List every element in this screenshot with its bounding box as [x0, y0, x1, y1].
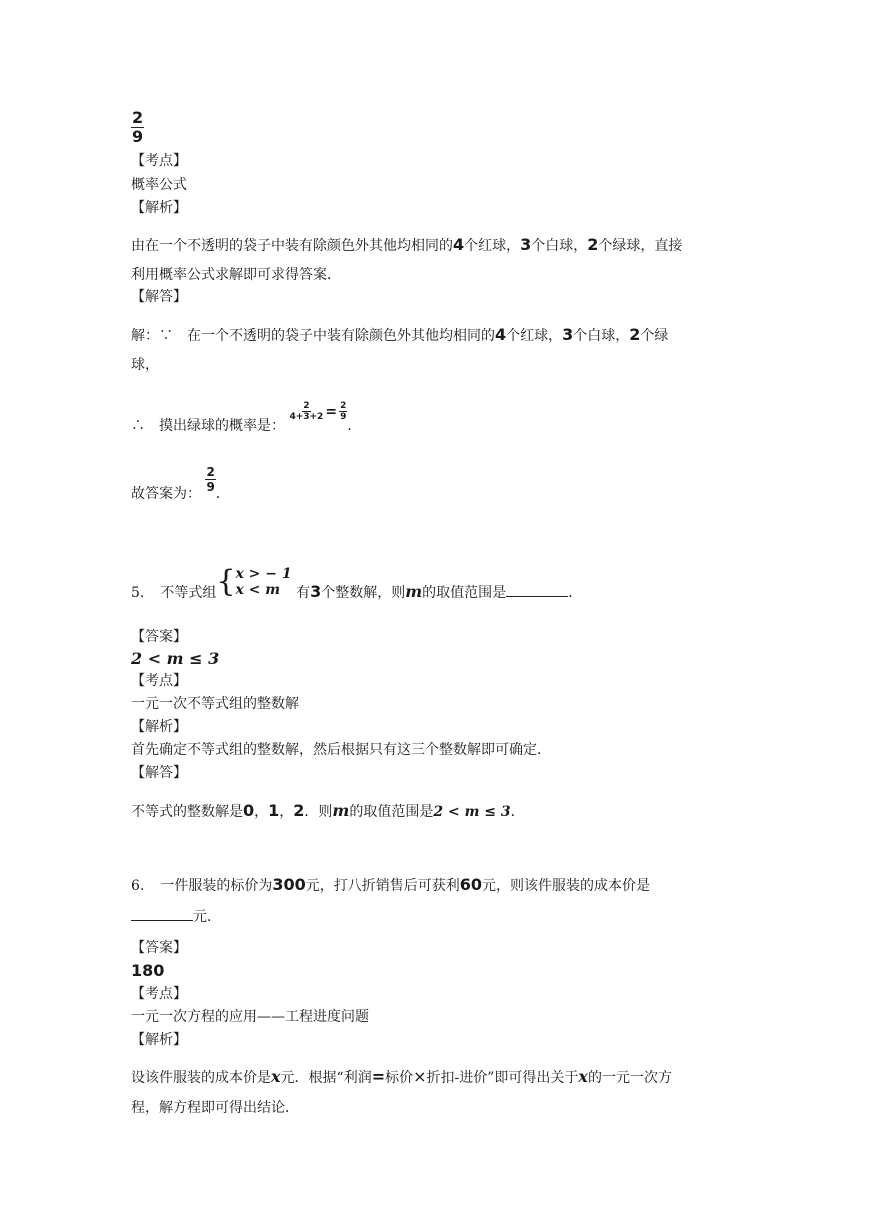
text: 不等式组: [160, 585, 217, 601]
text: 元，则该件服装的成本价是: [482, 878, 651, 894]
inequality-row: x < m: [235, 582, 281, 598]
times-sign: ×: [413, 1067, 427, 1086]
variable: m: [332, 801, 350, 820]
fraction-denominator: 9: [340, 412, 347, 422]
q6-answer-label: 【答案】: [131, 940, 187, 956]
equals-sign: =: [325, 404, 338, 420]
text: ，: [254, 804, 269, 820]
answer-blank: [131, 908, 193, 921]
q4-jieda-line1: [131, 326, 668, 345]
question-number: 6.: [131, 878, 145, 894]
number: 4: [453, 235, 465, 254]
text: 个白球，: [531, 238, 588, 254]
text: 个绿球，直接: [598, 238, 683, 254]
fraction-denominator: 9: [132, 127, 144, 146]
number: 300: [272, 875, 306, 894]
q4-jiexi-line1: [131, 236, 682, 255]
text: 个绿: [640, 328, 669, 344]
probability-fraction: [289, 402, 323, 422]
text: 个整数解，则: [321, 585, 406, 601]
q5-answer: 2 < m ≤ 3: [131, 649, 220, 668]
text: ．: [510, 804, 525, 820]
question-number: 5.: [131, 585, 145, 601]
text: 元，打八折销售后可获利: [305, 878, 460, 894]
number: 2: [293, 801, 305, 820]
inequality-row: x > − 1: [235, 566, 292, 582]
fraction-denominator: 9: [206, 480, 215, 494]
inequality-system: [216, 566, 291, 598]
text: 的取值范围是: [422, 585, 507, 601]
text: 标价: [385, 1070, 414, 1086]
q6-question-line1: [131, 876, 650, 895]
number: 3: [520, 235, 532, 254]
text: 解：∵ 在一个不透明的袋子中装有除颜色外其他均相同的: [131, 328, 495, 344]
range-expression: 2 < m ≤ 3: [433, 804, 511, 820]
text: 元．根据“利润: [280, 1070, 372, 1086]
q5-question: [131, 564, 583, 602]
q6-answer: 180: [131, 961, 165, 980]
q6-kaodian-text: 一元一次方程的应用——工程进度问题: [131, 1009, 369, 1025]
q5-kaodian-label: 【考点】: [131, 673, 187, 689]
q4-final-answer-line: [131, 465, 230, 502]
q4-answer-fraction: [131, 110, 144, 145]
q6-kaodian-label: 【考点】: [131, 986, 187, 1002]
text: ∴ 摸出绿球的概率是：: [131, 418, 285, 434]
q5-jieda-text: [131, 802, 525, 821]
number: 2: [587, 235, 599, 254]
text: 个红球，: [464, 238, 521, 254]
q5-jiexi-text: 首先确定不等式组的整数解，然后根据只有这三个整数解即可确定．: [131, 742, 551, 758]
fraction-numerator: 2: [303, 401, 310, 411]
text: 元．: [193, 909, 221, 925]
text: 一件服装的标价为: [160, 878, 273, 894]
text: 的一元一次方: [587, 1070, 672, 1086]
number: 1: [268, 801, 280, 820]
number: 0: [243, 801, 255, 820]
fraction-numerator: 2: [132, 108, 144, 127]
equals-sign: =: [371, 1067, 386, 1086]
final-fraction: [205, 466, 215, 493]
q6-jiexi-line2: 程，解方程即可得出结论．: [131, 1100, 299, 1116]
number: 60: [459, 875, 483, 894]
variable: m: [405, 582, 423, 601]
fraction-numerator: 2: [206, 465, 215, 479]
q5-kaodian-text: 一元一次不等式组的整数解: [131, 696, 299, 712]
variable: x: [578, 1067, 588, 1086]
text: 故答案为：: [131, 485, 201, 502]
text: 个白球，: [573, 328, 630, 344]
text: 由在一个不透明的袋子中装有除颜色外其他均相同的: [131, 238, 453, 254]
q4-jieda-label: 【解答】: [131, 289, 187, 305]
left-brace-icon: {: [216, 564, 236, 599]
q6-jiexi-label: 【解析】: [131, 1032, 187, 1048]
text: ，: [279, 804, 294, 820]
q4-jieda-line2: 球，: [131, 357, 159, 373]
fraction-numerator: 2: [340, 401, 347, 411]
number: 2: [629, 325, 641, 344]
number: 3: [562, 325, 574, 344]
text: ．: [215, 485, 230, 502]
fraction-denominator: 4+3+2: [289, 412, 324, 422]
text: ．: [347, 418, 362, 434]
text: 折扣-进价”即可得出关于: [426, 1070, 579, 1086]
text: 个红球，: [506, 328, 563, 344]
q4-kaodian-text: 概率公式: [131, 177, 187, 193]
text: ．则: [304, 804, 333, 820]
variable: x: [271, 1067, 281, 1086]
text: 的取值范围是: [349, 804, 434, 820]
q5-answer-label: 【答案】: [131, 629, 187, 645]
q5-jiexi-label: 【解析】: [131, 719, 187, 735]
q4-jiexi-label: 【解析】: [131, 200, 187, 216]
q6-question-line2: [131, 908, 221, 926]
answer-blank: [506, 584, 568, 597]
text: ．: [568, 585, 583, 601]
q4-probability-line: [131, 401, 362, 434]
number: 4: [495, 325, 507, 344]
number: 3: [310, 582, 322, 601]
q4-jiexi-line2: 利用概率公式求解即可求得答案．: [131, 267, 341, 283]
text: 不等式的整数解是: [131, 804, 243, 820]
q4-kaodian-label: 【考点】: [131, 153, 187, 169]
q5-jieda-label: 【解答】: [131, 765, 187, 781]
q6-jiexi-line1: [131, 1068, 672, 1087]
text: 设该件服装的成本价是: [131, 1070, 271, 1086]
text: 有: [296, 585, 311, 601]
